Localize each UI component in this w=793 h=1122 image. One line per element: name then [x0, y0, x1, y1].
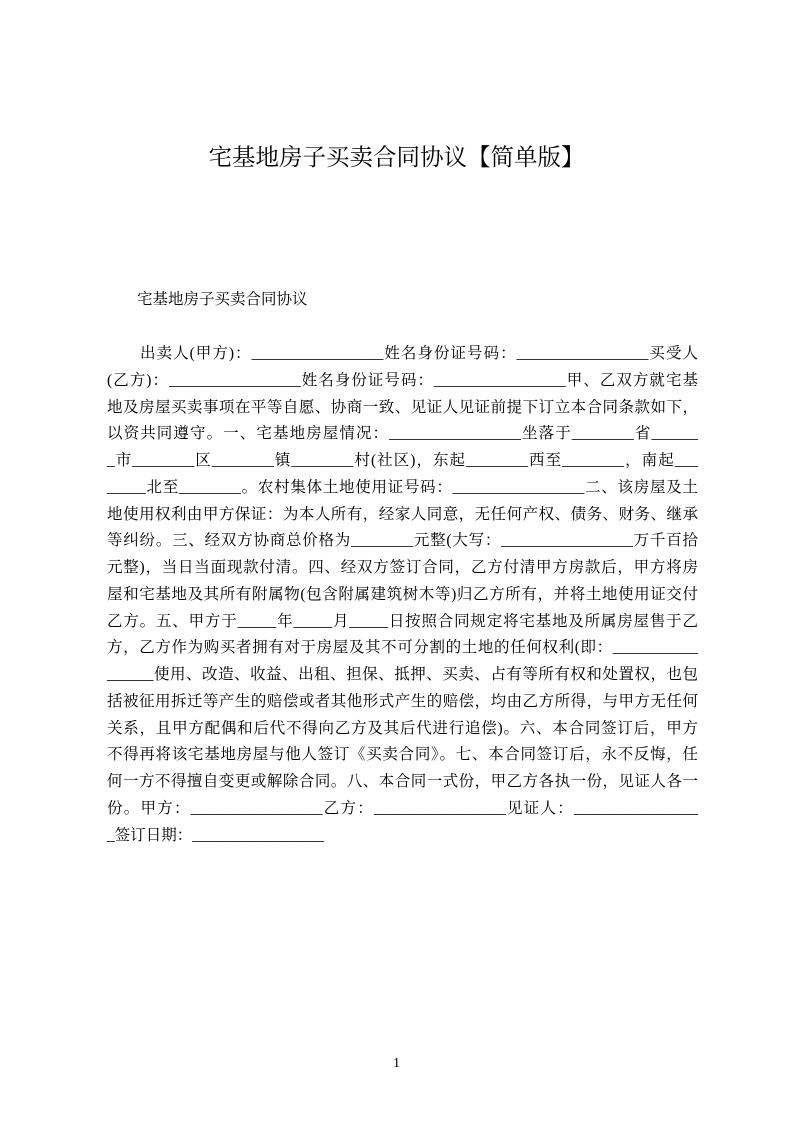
body-line: 地使用权利由甲方保证：为本人所有，经家人同意，无任何产权、债务、财务、继承	[107, 505, 698, 523]
body-line: 乙方。五、甲方于_____年_____月_____日按照合同规定将宅基地及所属房屋售于乙	[107, 612, 698, 630]
body-line: _签订日期：_________________	[107, 826, 325, 844]
body-line: _市________区________镇________村(社区)，东起________西至________，南起___	[107, 452, 698, 469]
body-line: 等纠纷。三、经双方协商总价格为________元整(大写：_________________万千百拾	[107, 532, 698, 550]
body-line: 出卖人(甲方)：_________________姓名身份证号码：_________________买受人	[140, 345, 698, 362]
body-line: _____北至________。农村集体土地使用证号码：_________________二、该房屋及土	[107, 478, 698, 496]
body-line: 份。甲方：_________________乙方：_________________见证人：________________	[107, 799, 698, 817]
body-line: ______使用、改造、收益、出租、担保、抵押、买卖、占有等所有权和处置权，也包	[107, 666, 698, 683]
body-line: 括被征用拆迁等产生的赔偿或者其他形式产生的赔偿，均由乙方所得，与甲方无任何	[107, 692, 698, 710]
page-number: 1	[393, 1056, 400, 1071]
body-line: 关系，且甲方配偶和后代不得向乙方及其后代进行追偿)。六、本合同签订后，甲方	[107, 719, 698, 737]
body-line: (乙方)：_________________姓名身份证号码：_________________甲、乙双方就宅基	[107, 371, 698, 389]
body-line: 何一方不得擅自变更或解除合同。八、本合同一式份，甲乙方各执一份，见证人各一	[107, 773, 698, 790]
contract-body	[107, 341, 698, 849]
body-line: 地及房屋买卖事项在平等自愿、协商一致、见证人见证前提下订立本合同条款如下，	[107, 398, 698, 416]
body-line: 不得再将该宅基地房屋与他人签订《买卖合同》。七、本合同签订后，永不反悔，任	[107, 746, 698, 764]
body-line: 方，乙方作为购买者拥有对于房屋及其不可分割的土地的任何权利(即：___________	[107, 639, 698, 657]
document-title: 宅基地房子买卖合同协议【简单版】	[208, 143, 585, 171]
body-line: 以资共同遵守。一、宅基地房屋情况：_________________坐落于________省______	[107, 425, 698, 443]
body-line: 屋和宅基地及其所有附属物(包含附属建筑树木等)归乙方所有，并将土地使用证交付	[107, 585, 698, 603]
body-line: 元整)，当日当面现款付清。四、经双方签订合同，乙方付清甲方房款后，甲方将房	[107, 559, 698, 576]
contract-heading: 宅基地房子买卖合同协议	[137, 291, 308, 308]
